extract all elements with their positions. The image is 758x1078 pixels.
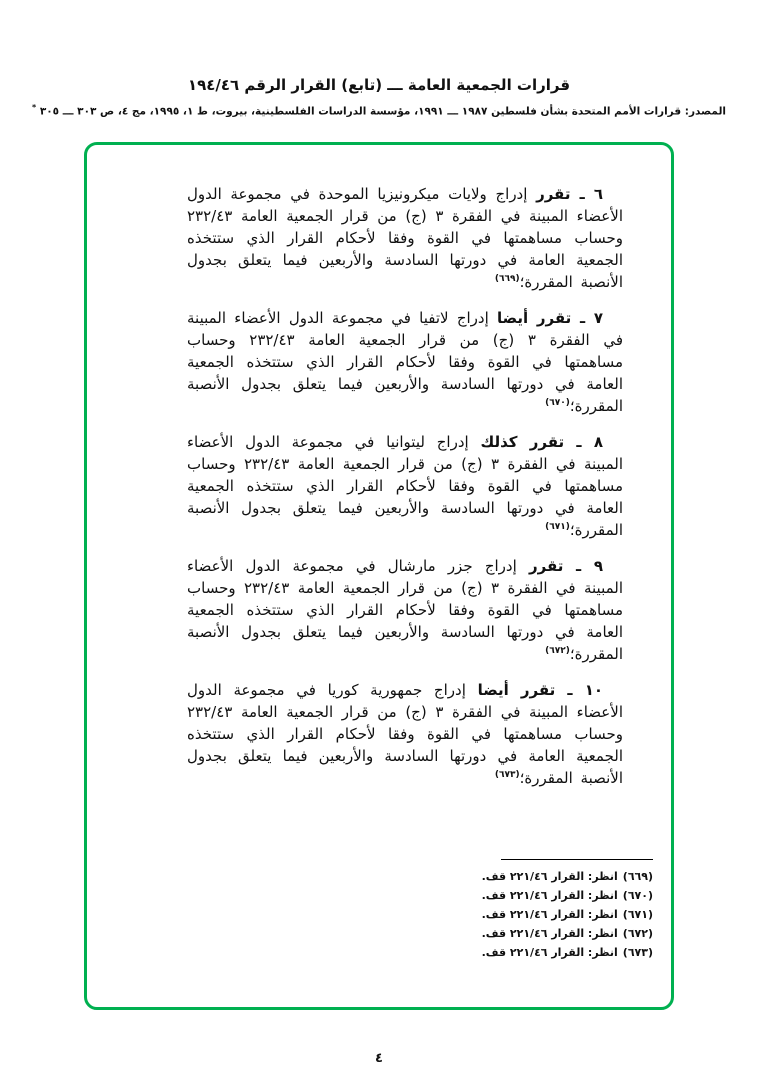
paragraph-7-body: إدراج لاتفيا في مجموعة الدول الأعضاء المبينة في الفقرة ٣ (ج) من قرار الجمعية العامة ٢٣٢/٤٣ وحساب مساهمتها في القوة وفقا لأحكام القرار الذي ستتخذه الجمعية العامة في دورتها السادسة والأربعين فيما يتعلق بجدول الأنصبة المقررة؛ <box>187 309 624 415</box>
footnote-number: (٦٧٠) <box>622 889 653 902</box>
footnote-text: انظر: القرار ٢٢١/٤٦ قف. <box>481 927 618 940</box>
paragraph-10-body: إدراج جمهورية كوريا في مجموعة الدول الأعضاء المبينة في الفقرة ٣ (ج) من قرار الجمعية العامة ٢٣٢/٤٣ وحساب مساهمتها في القوة وفقا لأحكام القرار الذي ستتخذه الجمعية العامة في دورتها السادسة والأربعين فيما يتعلق بجدول الأنصبة المقررة؛ <box>187 681 623 787</box>
paragraph-9-lead: ٩ ـ تقرر <box>528 557 603 575</box>
page-number: ٤ <box>375 1051 383 1066</box>
footnote-number: (٦٧٣) <box>622 946 653 959</box>
content-frame <box>84 142 674 1010</box>
paragraph-6-body: إدراج ولايات ميكرونيزيا الموحدة في مجموعة الدول الأعضاء المبينة في الفقرة ٣ (ج) من قرار الجمعية العامة ٢٣٢/٤٣ وحساب مساهمتها في القوة وفقا لأحكام القرار الذي ستتخذه الجمعية العامة في دورتها السادسة والأربعين فيما يتعلق بجدول الأنصبة المقررة؛ <box>187 185 623 291</box>
paragraph-9 <box>187 555 623 665</box>
footnote-item-673 <box>353 943 653 962</box>
paragraph-10-lead: ١٠ ـ تقرر أيضا <box>477 681 603 699</box>
paragraph-8 <box>187 431 623 541</box>
paragraph-7 <box>187 307 623 417</box>
footnote-number: (٦٦٩) <box>622 870 653 883</box>
footnotes <box>353 859 653 962</box>
footnote-item-670 <box>353 886 653 905</box>
paragraph-10 <box>187 679 623 789</box>
paragraph-8-footnote-ref: (٦٧١) <box>545 522 570 532</box>
source-line <box>26 103 732 118</box>
paragraph-7-lead: ٧ ـ تقرر أيضا <box>497 309 603 327</box>
footnote-text: انظر: القرار ٢٢١/٤٦ قف. <box>481 908 618 921</box>
footnote-text: انظر: القرار ٢٢١/٤٦ قف. <box>481 946 618 959</box>
paragraph-9-body: إدراج جزر مارشال في مجموعة الدول الأعضاء المبينة في الفقرة ٣ (ج) من قرار الجمعية العامة ٢٣٢/٤٣ وحساب مساهمتها في القوة وفقا لأحكام القرار الذي ستتخذه الجمعية العامة في دورتها السادسة والأربعين فيما يتعلق بجدول الأنصبة المقررة؛ <box>187 557 624 663</box>
footnote-number: (٦٧١) <box>622 908 653 921</box>
paragraph-6 <box>187 183 623 293</box>
paragraph-9-footnote-ref: (٦٧٢) <box>545 646 570 656</box>
footnote-divider <box>501 859 653 860</box>
paragraph-10-footnote-ref: (٦٧٣) <box>494 770 520 780</box>
resolution-text <box>187 183 623 803</box>
source-text: المصدر: قرارات الأمم المتحدة بشأن فلسطين ١٩٨٧ ـــ ١٩٩١، مؤسسة الدراسات الفلسطينية، بيروت، ط ١، ١٩٩٥، مج ٤، ص ٣٠٣ ـــ ٣٠٥ <box>39 105 726 118</box>
paragraph-8-body: إدراج ليتوانيا في مجموعة الدول الأعضاء المبينة في الفقرة ٣ (ج) من قرار الجمعية العامة ٢٣٢/٤٣ وحساب مساهمتها في القوة وفقا لأحكام القرار الذي ستتخذه الجمعية العامة في دورتها السادسة والأربعين فيما يتعلق بجدول الأنصبة المقررة؛ <box>187 433 624 539</box>
page-title: قرارات الجمعية العامة ـــ (تابع) القرار الرقم ١٩٤/٤٦ <box>187 76 571 94</box>
footnote-item-672 <box>353 924 653 943</box>
paragraph-6-lead: ٦ ـ تقرر <box>536 185 603 203</box>
paragraph-7-footnote-ref: (٦٧٠) <box>545 398 570 408</box>
paragraph-6-footnote-ref: (٦٦٩) <box>494 274 520 284</box>
footnote-text: انظر: القرار ٢٢١/٤٦ قف. <box>481 870 618 883</box>
source-footnote-mark: * <box>32 103 37 112</box>
footnote-text: انظر: القرار ٢٢١/٤٦ قف. <box>481 889 618 902</box>
footnote-number: (٦٧٢) <box>622 927 653 940</box>
footnote-item-669 <box>353 867 653 886</box>
paragraph-8-lead: ٨ ـ تقرر كذلك <box>480 433 603 451</box>
footnote-item-671 <box>353 905 653 924</box>
